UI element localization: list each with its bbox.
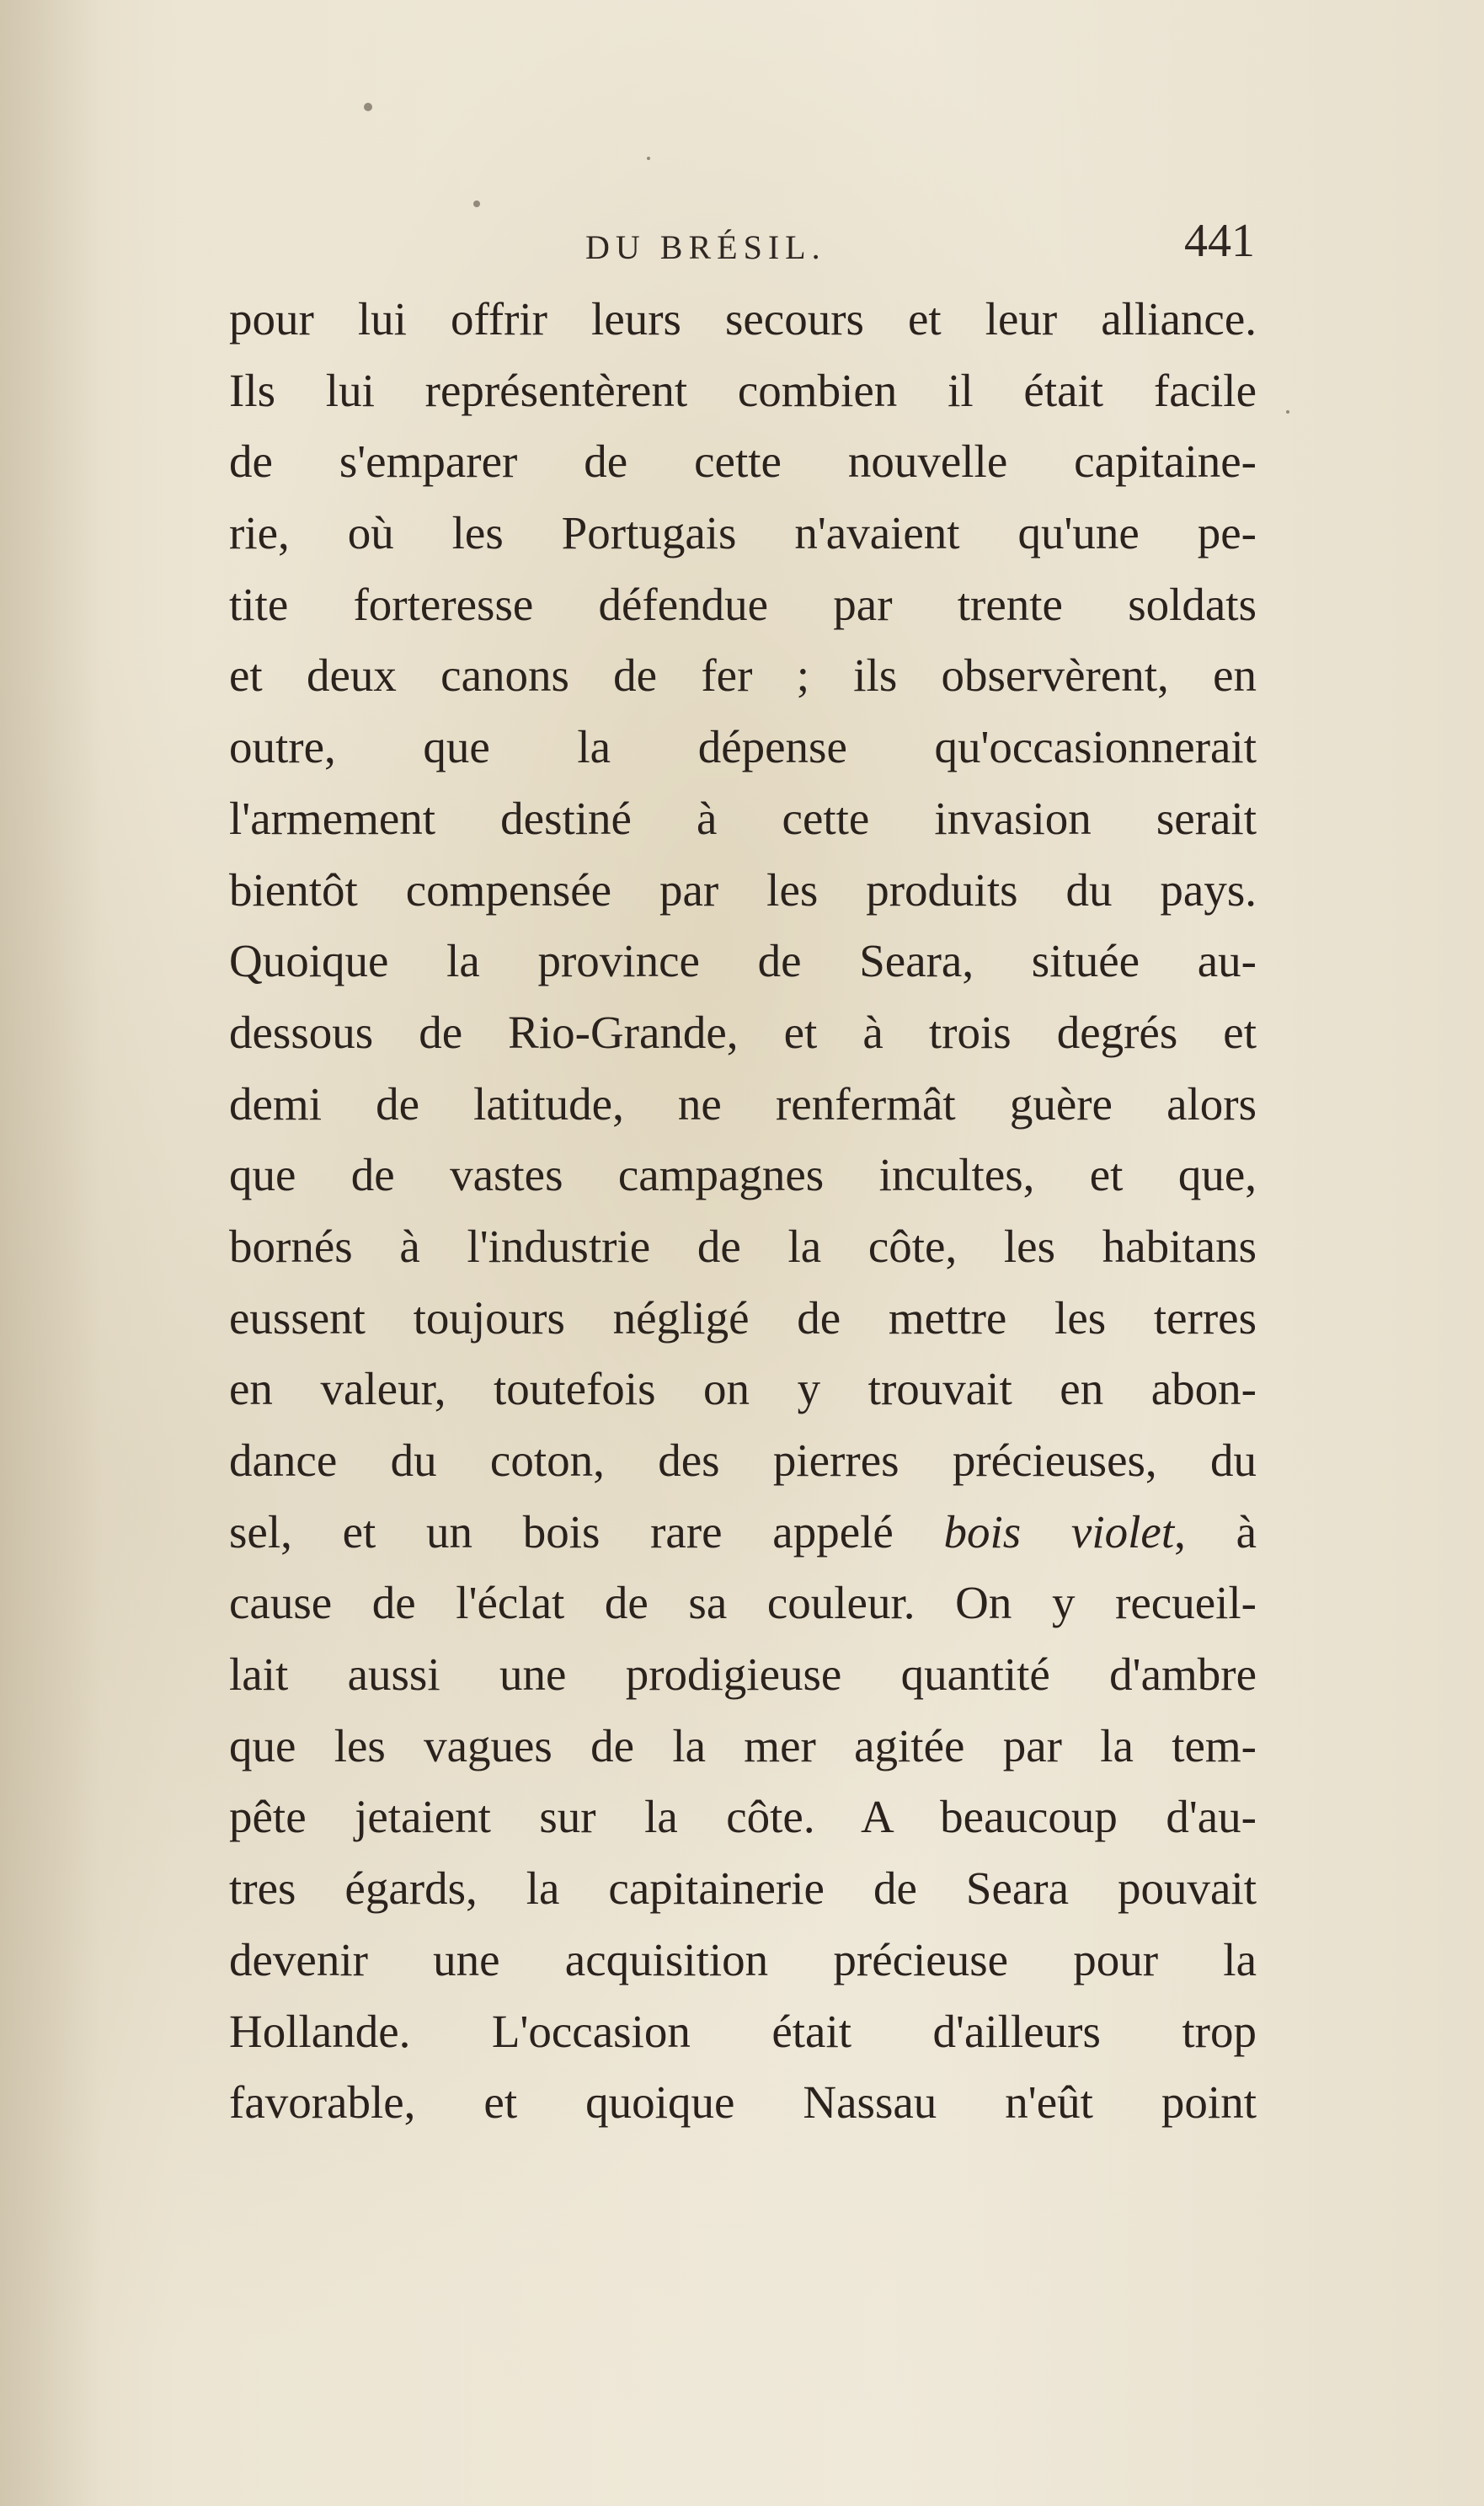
italic-term: bois violet [943, 1505, 1175, 1558]
text-line: outre, que la dépense qu'occasionnerait [229, 721, 1257, 773]
text-line: bornés à l'industrie de la côte, les habitans [229, 1220, 1257, 1272]
text-line: rie, où les Portugais n'avaient qu'une pe- [229, 507, 1257, 559]
page-header [227, 211, 1255, 278]
gutter-shadow [0, 0, 101, 2506]
running-head: DU BRÉSIL. [585, 228, 826, 266]
text-segment: sel, et un bois rare appelé [229, 1505, 894, 1558]
text-line: et deux canons de fer ; ils observèrent, en [229, 649, 1257, 702]
page-number: 441 [1184, 215, 1255, 267]
text-line: pour lui offrir leurs secours et leur alliance. [229, 293, 1257, 345]
text-line: eussent toujours négligé de mettre les terres [229, 1291, 1257, 1344]
ink-speck [1286, 410, 1289, 414]
body-text [229, 284, 1257, 2139]
text-segment: , à [1174, 1505, 1257, 1558]
ink-speck [647, 157, 650, 160]
text-line: tite forteresse défendue par trente soldats [229, 578, 1257, 630]
ink-speck [473, 200, 480, 207]
text-line: en valeur, toutefois on y trouvait en abon- [229, 1363, 1257, 1415]
text-line: Hollande. L'occasion était d'ailleurs trop [229, 2005, 1257, 2057]
text-line: devenir une acquisition précieuse pour la [229, 1933, 1257, 1985]
text-line: tres égards, la capitainerie de Seara pouvait [229, 1862, 1257, 1915]
text-line [229, 1497, 1257, 1568]
text-line: que de vastes campagnes incultes, et que, [229, 1149, 1257, 1201]
text-line: que les vagues de la mer agitée par la tem- [229, 1719, 1257, 1771]
text-line: de s'emparer de cette nouvelle capitaine- [229, 435, 1257, 488]
text-line: Quoique la province de Seara, située au- [229, 935, 1257, 987]
text-line: cause de l'éclat de sa couleur. On y recueil- [229, 1577, 1257, 1629]
text-line: dessous de Rio-Grande, et à trois degrés et [229, 1006, 1257, 1058]
text-line: bientôt compensée par les produits du pays. [229, 863, 1257, 916]
text-line: dance du coton, des pierres précieuses, du [229, 1435, 1257, 1486]
text-line: demi de latitude, ne renfermât guère alors [229, 1077, 1257, 1130]
text-line: lait aussi une prodigieuse quantité d'ambre [229, 1648, 1257, 1701]
text-line: favorable, et quoique Nassau n'eût point [229, 2076, 1257, 2129]
text-line: Ils lui représentèrent combien il était facile [229, 364, 1257, 416]
text-line: pête jetaient sur la côte. A beaucoup d'au- [229, 1791, 1257, 1843]
ink-speck [364, 103, 372, 111]
text-line: l'armement destiné à cette invasion serait [229, 792, 1257, 844]
